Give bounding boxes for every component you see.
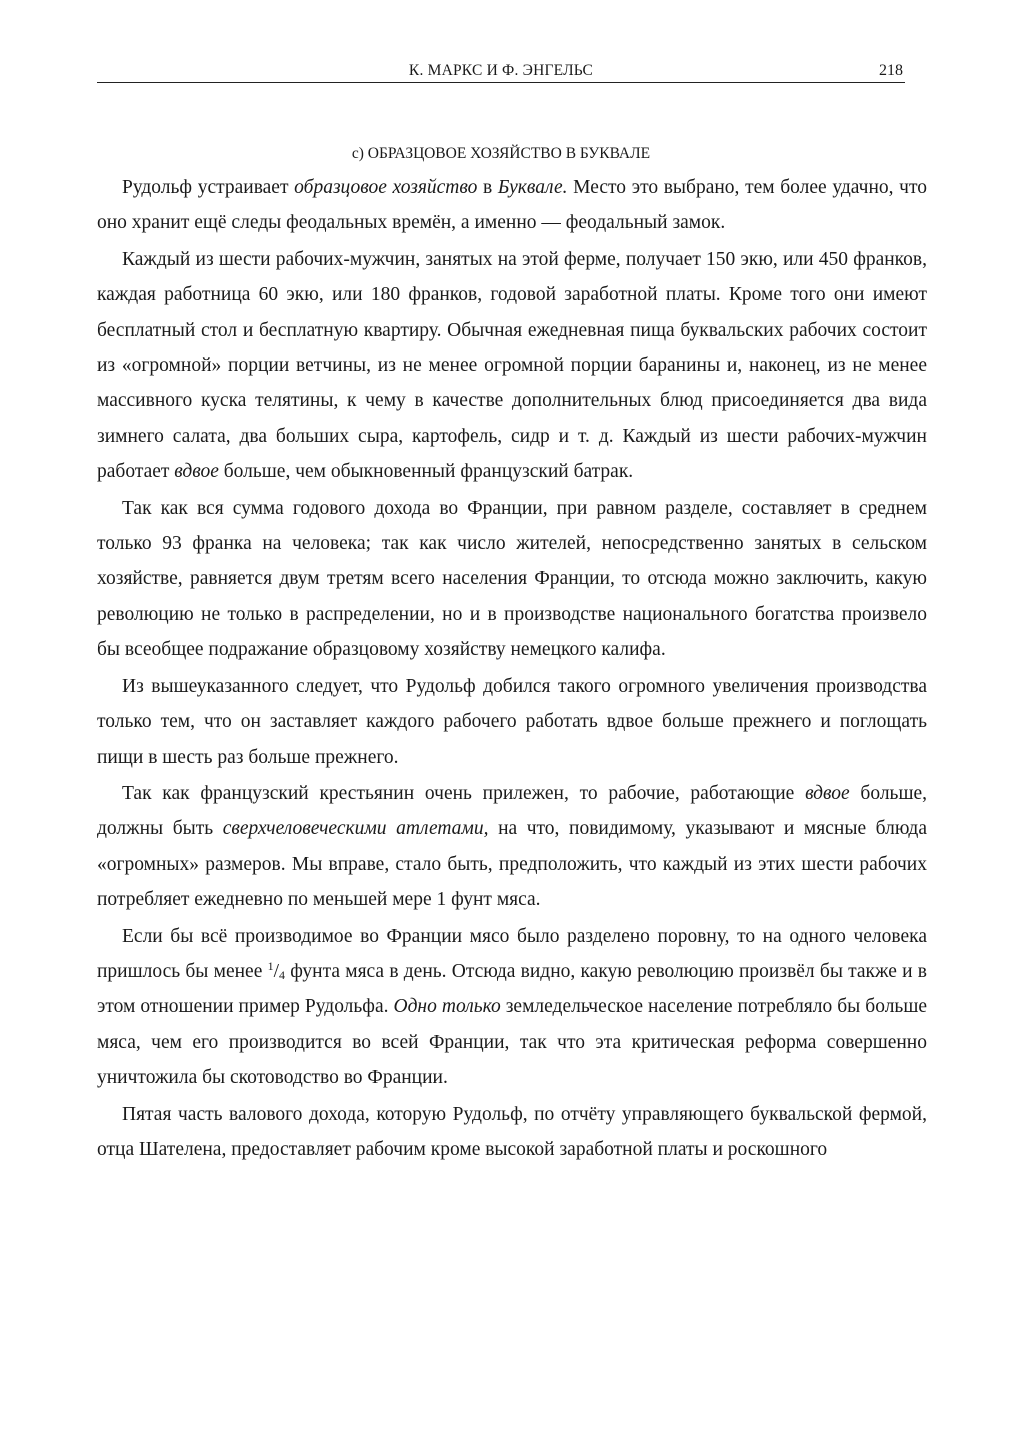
paragraph-2 [97,242,927,490]
fraction-one-quarter [267,958,286,982]
paragraph-6 [97,919,927,1096]
paragraph-1-text-e: Место это выбрано, тем более удачно, что оно хранит ещё следы феодальных времён, а именно — феодальный замок. [97,177,928,234]
paragraph-2-text-c: больше, чем обыкновенный французский батрак. [218,461,634,483]
fraction-numerator: 1 [267,958,274,973]
paragraph-5 [97,776,927,918]
paragraph-5-text-e: на что, повидимому, указывают и мясные блюда «огромных» размеров. Мы вправе, стало быть, предположить, что каждый из этих шести рабочих потребляет ежедневно по меньшей мере 1 фунт мяса. [97,818,927,911]
paragraph-1 [97,170,927,241]
paragraph-4-text: Из вышеуказанного следует, что Рудольф добился такого огромного увеличения производства только тем, что он заставляет каждого рабочего работать вдвое больше прежнего и поглощать пищи в шесть раз больше прежнего. [97,675,927,768]
page-number: 218 [879,62,903,79]
paragraph-7 [97,1097,927,1168]
fraction-denominator: 4 [279,967,286,982]
paragraph-3-text: Так как вся сумма годового дохода во Франции, при равном разделе, составляет в среднем только 93 франка на человека; так как число жителей, непосредственно занятых в сельском хозяйстве, равняется двум третям всего населения Франции, то отсюда можно заключить, какую революцию не только в распределении, но и в производстве национального богатства произвело бы всеобщее подражание образцовому хозяйству немецкого калифа. [97,497,927,661]
paragraph-2-italic-twice: вдвое [174,461,219,483]
paragraph-5-italic-twice: вдвое [805,782,850,804]
section-heading: с) ОБРАЗЦОВОЕ ХОЗЯЙСТВО В БУКВАЛЕ [351,145,651,162]
body-text [97,170,927,1167]
paragraph-3 [97,491,927,668]
paragraph-5-text-c: больше, должны быть [97,782,927,840]
running-header-title: К. МАРКС И Ф. ЭНГЕЛЬС [408,62,594,79]
paragraph-6-text-d: земледельческое население потребляло бы больше мяса, чем его производится во всей Франции, так что эта критическая реформа совершенно уничтожила бы скотоводство во Франции. [97,996,927,1089]
paragraph-6-text-a: Если бы всё производимое во Франции мясо было разделено поровну, то на одного человека пришлось бы менее [97,925,927,982]
paragraph-7-text: Пятая часть валового дохода, которую Рудольф, по отчёту управляющего буквальской фермой, отца Шателена, предоставляет рабочим кроме высокой заработной платы и роскошного [97,1103,927,1160]
fraction-separator: / [273,960,280,982]
paragraph-1-text-c: в [477,177,498,198]
paragraph-4 [97,669,927,775]
paragraph-1-italic-bouqueval: Буквале. [497,177,568,198]
paragraph-5-italic-athletes: сверхчеловеческими атлетами, [222,818,489,840]
paragraph-5-text-a: Так как французский крестьянин очень прилежен, то рабочие, работающие [122,782,806,804]
running-header [97,60,905,83]
paragraph-2-text-a: Каждый из шести рабочих-мужчин, занятых на этой ферме, получает 150 экю, или 450 франков, каждая работница 60 экю, или 180 франков, годовой заработной платы. Кроме того они имеют бесплатный стол и бесплатную квартиру. Обычная ежедневная пища буквальских рабочих состоит из «огромной» порции ветчины, из не менее огромной порции баранины и, наконец, из не менее массивного куска телятины, к чему в качестве дополнительных блюд присоединяется два вида зимнего салата, два больших сыра, картофель, сидр и т. д. Каждый из шести рабочих-мужчин работает [97,248,927,483]
paragraph-1-italic-model-farm: образцовое хозяйство [294,177,478,198]
paragraph-1-text-a: Рудольф устраивает [122,177,295,198]
paragraph-6-text-b: фунта мяса в день. Отсюда видно, какую революцию произвёл бы также и в этом отношении пример Рудольфа. [97,960,927,1018]
paragraph-6-italic-only: Одно только [393,996,501,1018]
